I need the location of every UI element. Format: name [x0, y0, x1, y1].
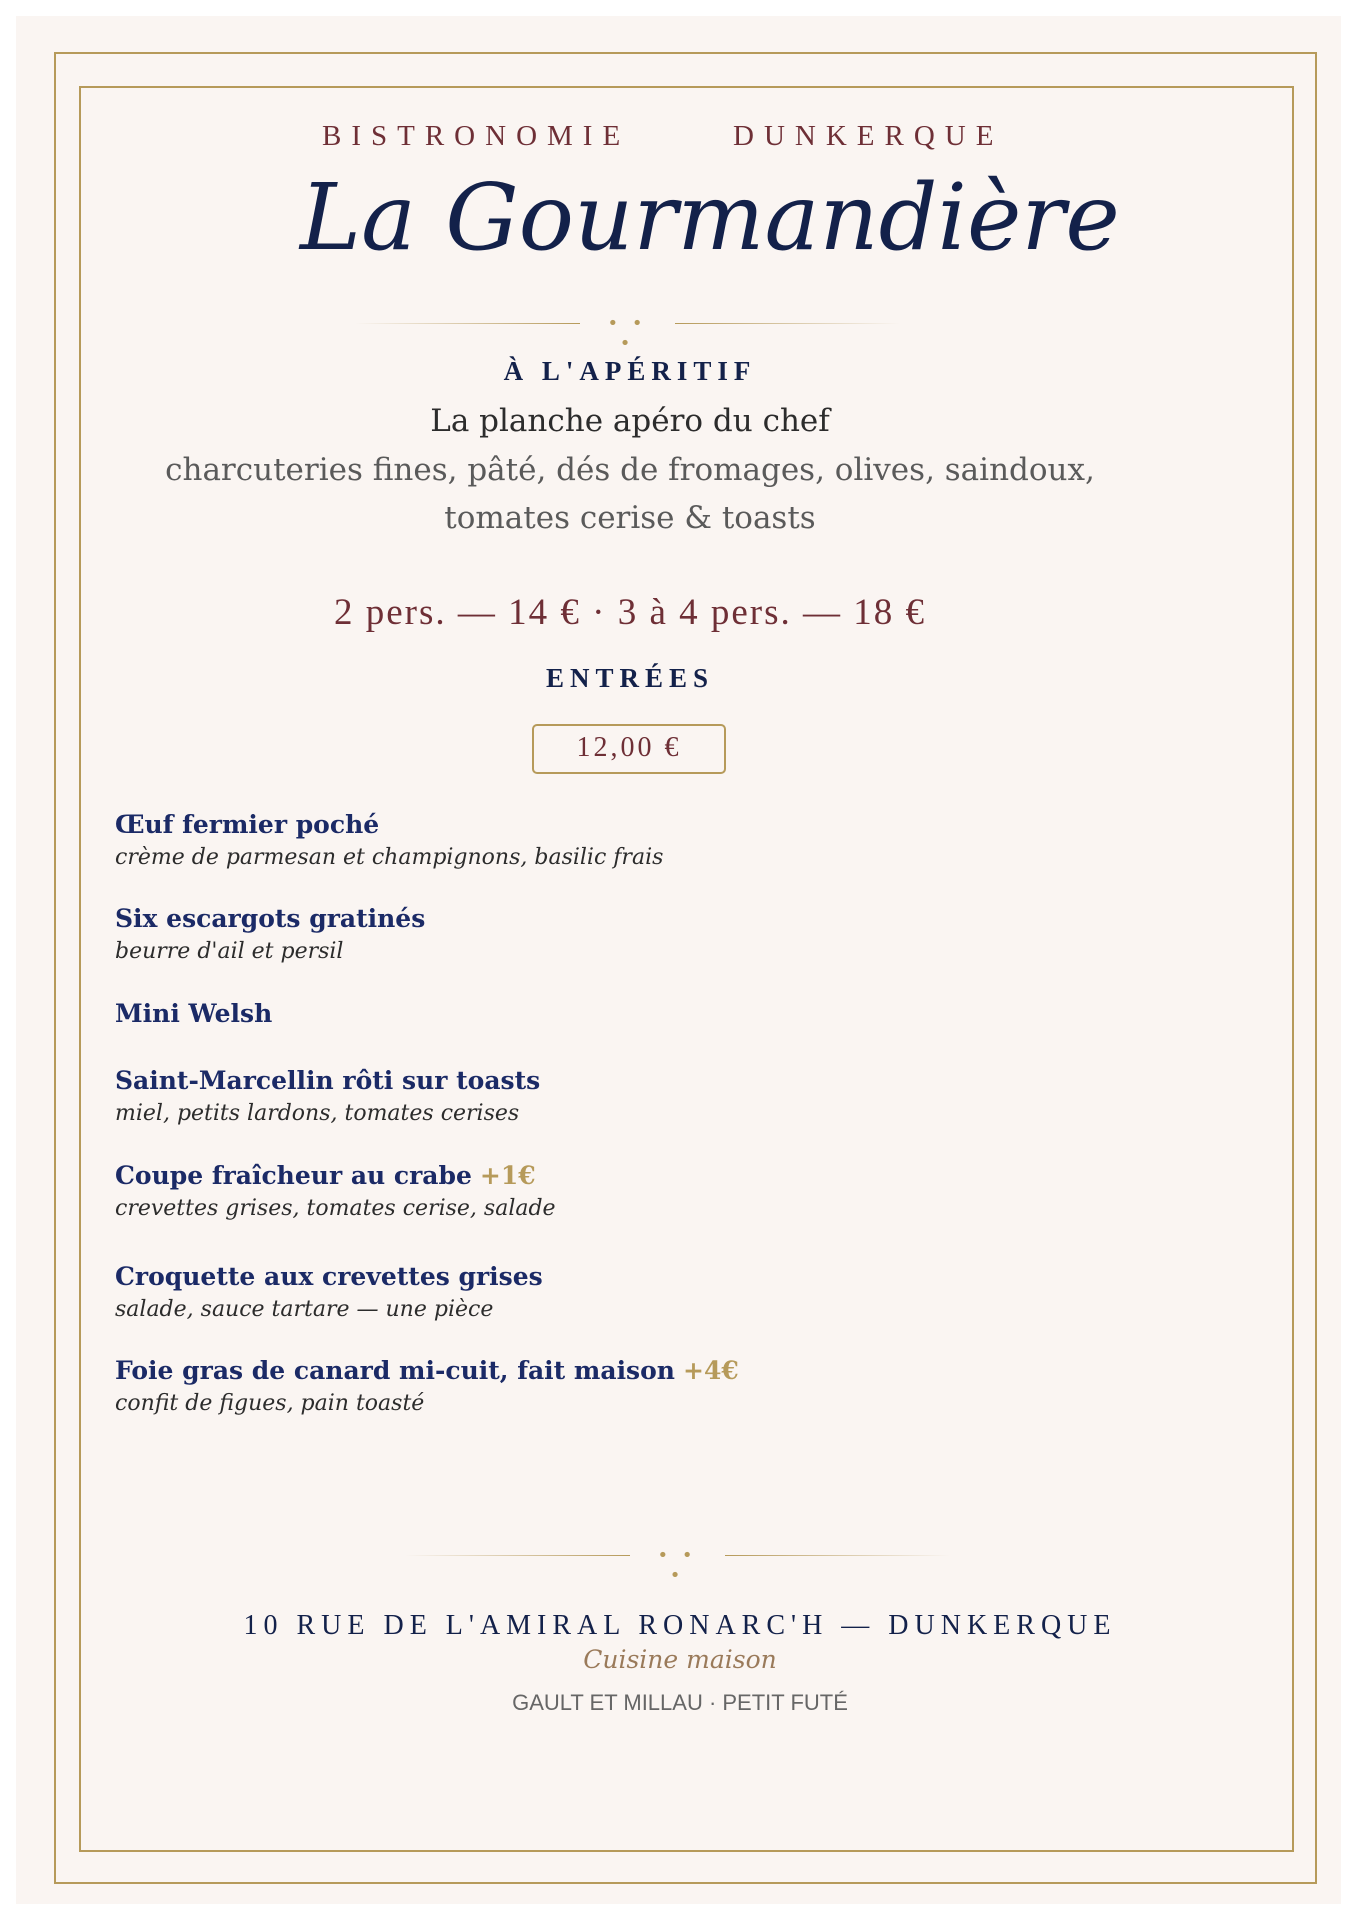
entree-desc: crème de parmesan et champignons, basilic frais	[115, 845, 664, 870]
divider-ornament-icon: • • •	[607, 313, 647, 354]
entree-item	[115, 1262, 1115, 1322]
entrees-heading: ENTRÉES	[545, 663, 715, 693]
entree-item	[115, 904, 1115, 964]
footer-cuisine: Cuisine maison	[583, 1645, 777, 1674]
entree-name	[115, 999, 1115, 1028]
entree-name	[115, 1262, 1115, 1291]
top-divider	[355, 313, 900, 354]
inner-frame-border	[79, 86, 1294, 1852]
entree-desc: salade, sauce tartare — une pièce	[115, 1297, 494, 1322]
entree-supplement: +4€	[683, 1356, 739, 1385]
divider-line-right	[725, 1555, 950, 1556]
divider-line-left	[355, 323, 580, 324]
entree-name-text: Œuf fermier poché	[115, 810, 380, 839]
entree-name-text: Foie gras de canard mi-cuit, fait maison	[115, 1356, 675, 1385]
entree-desc: beurre d'ail et persil	[115, 939, 344, 964]
aperitif-dish: La planche apéro du chef	[430, 403, 830, 439]
divider-ornament-icon: • • •	[657, 1545, 697, 1586]
aperitif-prices: 2 pers. — 14 € · 3 à 4 pers. — 18 €	[333, 592, 927, 633]
entree-item	[115, 1161, 1115, 1221]
entree-name	[115, 810, 1115, 839]
entrees-price-badge: 12,00 €	[532, 724, 726, 774]
entree-desc: miel, petits lardons, tomates cerises	[115, 1101, 520, 1126]
entree-name	[115, 1356, 1115, 1385]
entree-name	[115, 1161, 1115, 1190]
entree-item	[115, 999, 1115, 1028]
entree-item	[115, 1356, 1115, 1416]
footer-address: 10 RUE DE L'AMIRAL RONARC'H — DUNKERQUE	[243, 1610, 1117, 1641]
kicker-city: DUNKERQUE	[733, 120, 1004, 152]
entree-name-text: Saint-Marcellin rôti sur toasts	[115, 1066, 541, 1095]
entree-name-text: Croquette aux crevettes grises	[115, 1262, 543, 1291]
bottom-divider	[405, 1545, 950, 1586]
kicker-bistronomie: BISTRONOMIE	[322, 120, 631, 152]
entree-name-text: Six escargots gratinés	[115, 904, 426, 933]
entree-supplement: +1€	[479, 1161, 536, 1190]
aperitif-desc-line1: charcuteries fines, pâté, dés de fromages, olives, saindoux,	[165, 452, 1095, 488]
aperitif-desc-line2: tomates cerise & toasts	[444, 500, 816, 536]
entree-name	[115, 1066, 1115, 1095]
entree-name-text: Mini Welsh	[115, 999, 273, 1028]
restaurant-title: La Gourmandière	[300, 164, 1120, 271]
divider-line-right	[675, 323, 900, 324]
footer-guides: GAULT ET MILLAU · PETIT FUTÉ	[512, 1690, 848, 1715]
divider-line-left	[405, 1555, 630, 1556]
entree-name	[115, 904, 1115, 933]
entree-desc: confit de figues, pain toasté	[115, 1391, 425, 1416]
entree-desc: crevettes grises, tomates cerise, salade	[115, 1196, 556, 1221]
entree-item	[115, 810, 1115, 870]
entree-item	[115, 1066, 1115, 1126]
entree-name-text: Coupe fraîcheur au crabe	[115, 1161, 472, 1190]
aperitif-heading: À L'APÉRITIF	[503, 356, 757, 386]
